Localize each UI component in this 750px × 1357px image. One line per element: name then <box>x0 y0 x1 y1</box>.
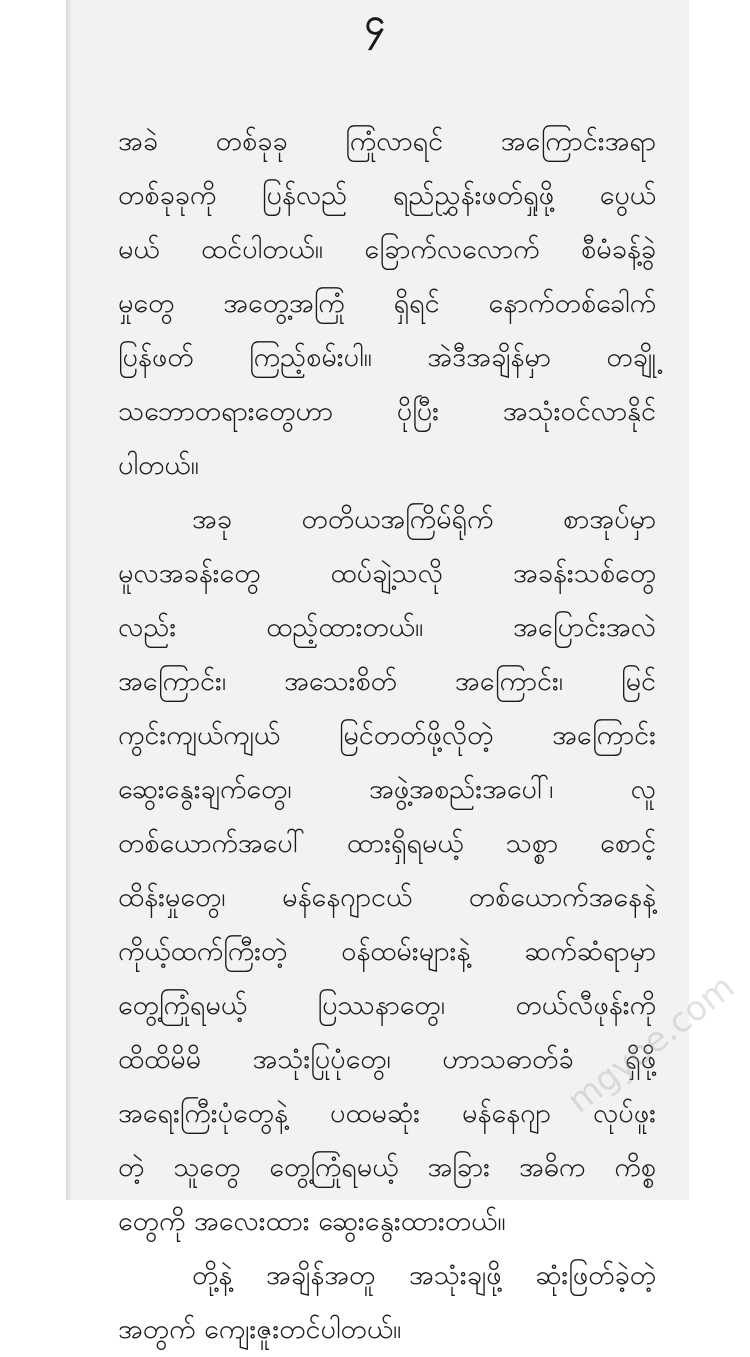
text-line: မယ် ထင်ပါတယ်။ ခြောက်လလောက် စီမံခန့်ခွဲ <box>118 234 656 265</box>
text-line: ဆွေးနွေးချက်တွေ၊ အဖွဲ့အစည်းအပေါ်၊ လူ <box>118 774 656 805</box>
text-line: တစ်ယောက်အပေါ် ထားရှိရမယ့် သစ္စာ စောင့် <box>118 828 656 859</box>
text-line: ထိထိမိမိ အသုံးပြုပုံတွေ၊ ဟာသဓာတ်ခံ ရှိဖို့ <box>118 1044 656 1075</box>
body-text <box>118 115 656 1357</box>
text-line: တွေကို အလေးထား ဆွေးနွေးထားတယ်။ <box>118 1206 506 1237</box>
text-line: တွေ့ကြုံရမယ့် ပြဿနာတွေ၊ တယ်လီဖုန်းကို <box>118 990 656 1021</box>
text-line: ကိုယ့်ထက်ကြီးတဲ့ ဝန်ထမ်းများနဲ့ ဆက်ဆံရာမှာ <box>118 936 656 967</box>
text-line: ထိန်းမှုတွေ၊ မန်နေဂျာငယ် တစ်ယောက်အနေနဲ့ <box>118 882 656 913</box>
text-line: ပါတယ်။ <box>118 450 199 481</box>
text-line: အခု တတိယအကြိမ်ရိုက် စာအုပ်မှာ <box>192 504 656 535</box>
text-line: အတွက် ကျေးဇူးတင်ပါတယ်။ <box>118 1314 402 1345</box>
watermark: mgyoe.com <box>560 966 743 1122</box>
text-line: သဘောတရားတွေဟာ ပိုပြီး အသုံးဝင်လာနိုင် <box>118 396 656 427</box>
paper-edge-shadow <box>66 0 72 1200</box>
text-line: တို့နဲ့ အချိန်အတူ အသုံးချဖို့ ဆုံးဖြတ်ခဲ့တဲ့ <box>192 1260 656 1291</box>
text-line: ကွင်းကျယ်ကျယ် မြင်တတ်ဖို့လိုတဲ့ အကြောင်း <box>118 720 656 751</box>
text-line: မူလအခန်းတွေ ထပ်ချဲ့သလို အခန်းသစ်တွေ <box>118 558 656 589</box>
text-line: အကြောင်း၊ အသေးစိတ် အကြောင်း၊ မြင် <box>118 666 656 697</box>
text-line: အရေးကြီးပုံတွေနဲ့ ပထမဆုံး မန်နေဂျာ လုပ်ဖူး <box>118 1098 656 1129</box>
text-line: မှုတွေ အတွေ့အကြုံ ရှိရင် နောက်တစ်ခေါက် <box>118 288 656 319</box>
text-line: တဲ့ သူတွေ တွေ့ကြုံရမယ့် အခြား အဓိက ကိစ္စ <box>118 1152 656 1183</box>
text-line: ပြန်ဖတ် ကြည့်စမ်းပါ။ အဲဒီအချိန်မှာ တချို့ <box>118 342 656 373</box>
text-line: တစ်ခုခုကို ပြန်လည် ရည်ညွှန်းဖတ်ရှုဖို့ ပွေယ် <box>118 180 656 211</box>
text-line: အခဲ တစ်ခုခု ကြုံလာရင် အကြောင်းအရာ <box>118 126 656 157</box>
page-number: ၄ <box>364 1 386 43</box>
text-line: လည်း ထည့်ထားတယ်။ အပြောင်းအလဲ <box>118 612 656 643</box>
